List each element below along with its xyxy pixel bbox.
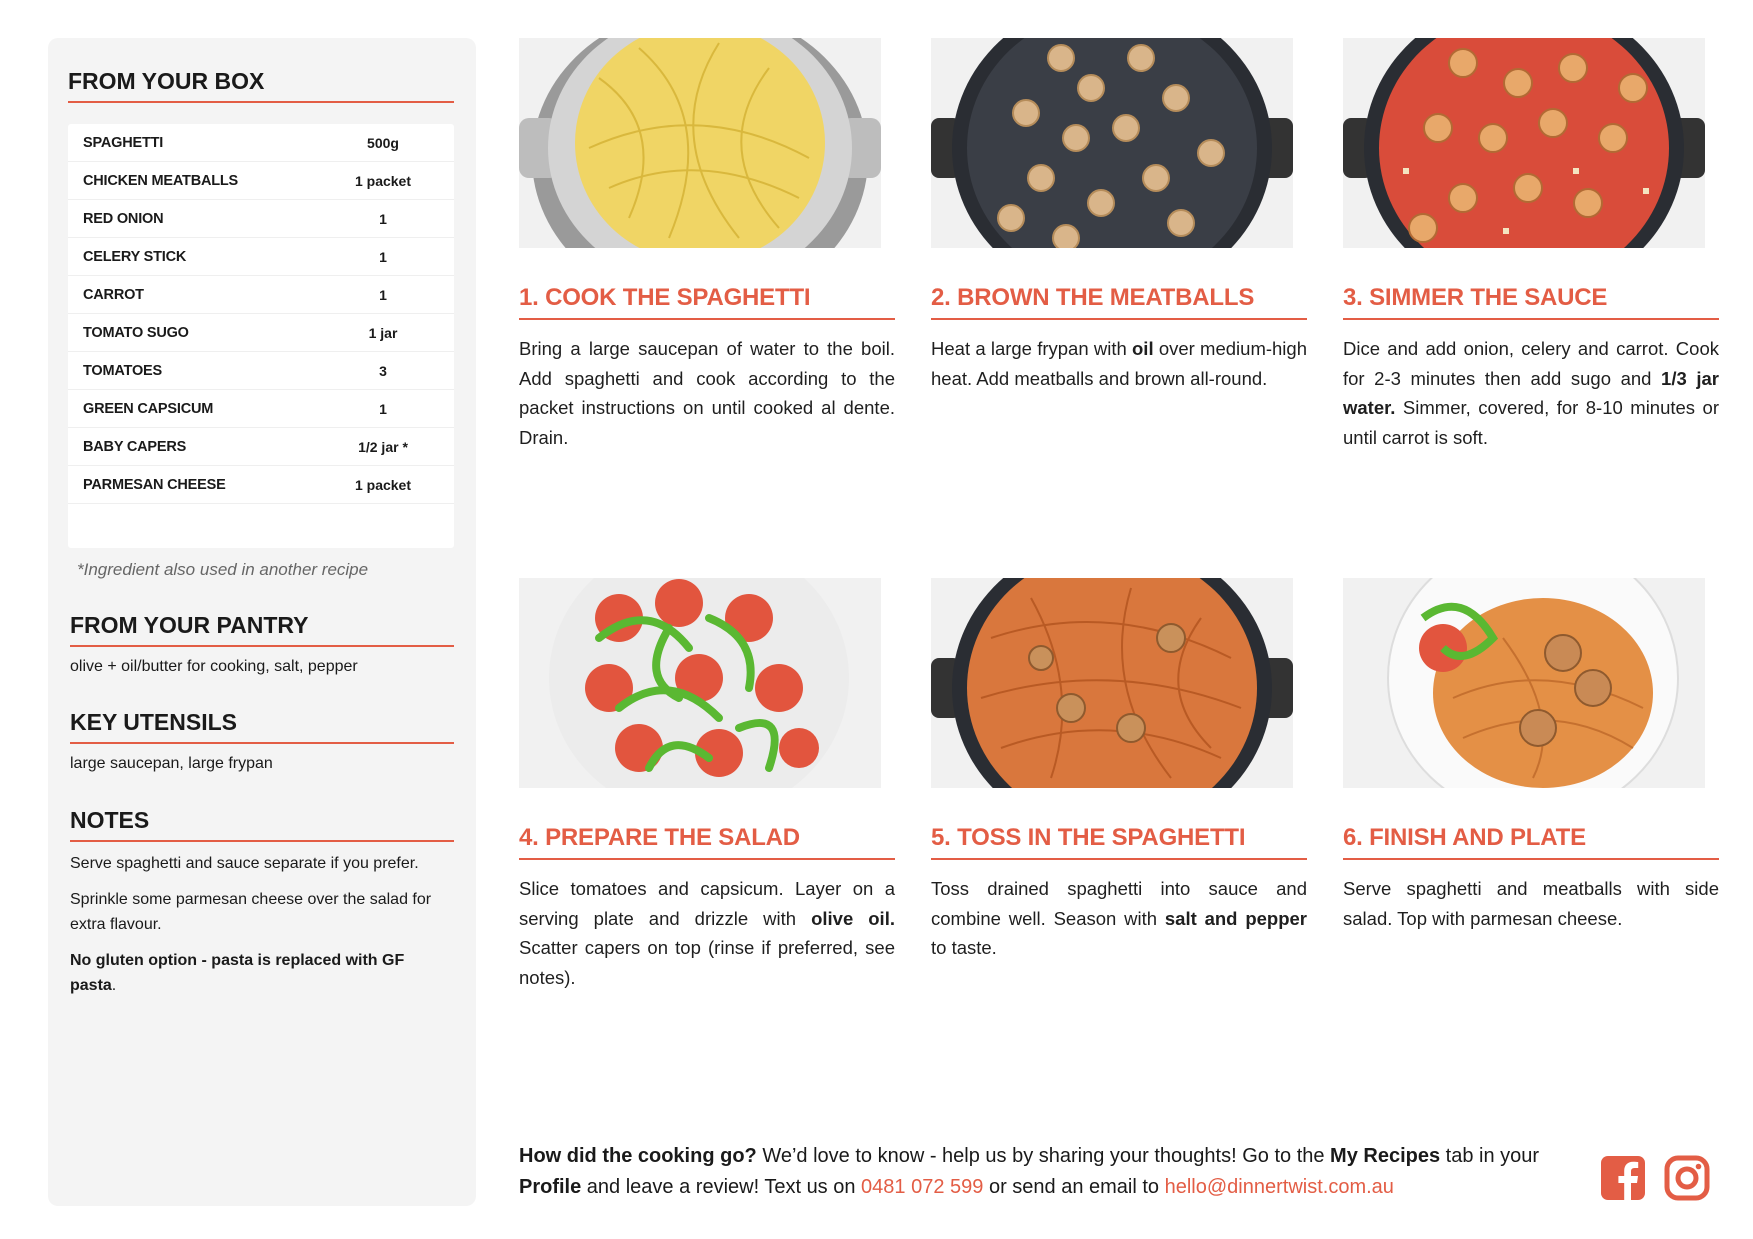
ingredient-name: CELERY STICK [83, 248, 187, 265]
step-2-text-part: over medium-high heat. Add meatballs and brown all-round. [931, 338, 1307, 389]
step-4-title: 4. PREPARE THE SALAD [519, 824, 895, 860]
notes-heading: NOTES [70, 807, 454, 842]
ingredient-qty: 1 [379, 286, 387, 303]
step-2-text [931, 334, 1307, 393]
step-3-text-bold: 1/3 jar water. [1343, 367, 1719, 418]
my-recipes-label: My Recipes [1330, 1145, 1441, 1167]
from-your-pantry-heading: FROM YOUR PANTRY [70, 612, 454, 647]
ingredient-qty: 3 [379, 362, 387, 379]
ingredient-row [68, 352, 454, 390]
step-5 [931, 578, 1307, 963]
ingredient-qty: 1 [379, 248, 387, 265]
note [70, 948, 454, 998]
ingredient-qty: 1/2 jar * [358, 438, 408, 455]
step-4 [519, 578, 895, 992]
step-6-photo [1343, 578, 1705, 788]
step-2 [931, 38, 1307, 393]
note-end: . [111, 977, 117, 994]
step-1 [519, 38, 895, 452]
ingredient-name: PARMESAN CHEESE [83, 476, 226, 493]
step-5-text-part: to taste. [931, 937, 997, 958]
ingredient-row [68, 390, 454, 428]
step-5-text [931, 874, 1307, 963]
ingredient-qty: 500g [367, 134, 399, 151]
pantry-text: olive + oil/butter for cooking, salt, pepper [70, 658, 358, 675]
feedback-footer [519, 1141, 1579, 1203]
note: Sprinkle some parmesan cheese over the salad for extra flavour. [70, 891, 432, 933]
step-4-text [519, 874, 895, 992]
step-6 [1343, 578, 1719, 933]
ingredient-name: BABY CAPERS [83, 438, 187, 455]
step-2-title: 2. BROWN THE MEATBALLS [931, 284, 1307, 320]
footer-text: and leave a review! Text us on [581, 1176, 862, 1198]
step-2-text-part: Heat a large frypan with [931, 338, 1132, 359]
facebook-icon[interactable] [1600, 1155, 1646, 1201]
note: Serve spaghetti and sauce separate if you prefer. [70, 855, 419, 872]
step-4-photo [519, 578, 881, 788]
ingredient-footnote: *Ingredient also used in another recipe [77, 560, 369, 579]
step-5-text-part: Toss drained spaghetti into sauce and combine well. Season with [931, 878, 1307, 929]
key-utensils-heading: KEY UTENSILS [70, 709, 454, 744]
step-3-text [1343, 334, 1719, 452]
step-5-title: 5. TOSS IN THE SPAGHETTI [931, 824, 1307, 860]
ingredient-row [68, 276, 454, 314]
utensils-text: large saucepan, large frypan [70, 755, 273, 772]
ingredient-qty: 1 [379, 400, 387, 417]
step-3-title: 3. SIMMER THE SAUCE [1343, 284, 1719, 320]
step-4-text-bold: olive oil. [811, 907, 895, 929]
step-6-title: 6. FINISH AND PLATE [1343, 824, 1719, 860]
step-1-photo [519, 38, 881, 248]
notes-body [70, 851, 454, 1009]
step-2-photo [931, 38, 1293, 248]
ingredient-qty: 1 jar [368, 324, 398, 341]
step-2-text-bold: oil [1132, 338, 1154, 359]
from-your-box-heading: FROM YOUR BOX [68, 68, 454, 103]
profile-label: Profile [519, 1176, 582, 1198]
step-3-text-part: Dice and add onion, celery and carrot. Cook for 2-3 minutes then add sugo and [1343, 338, 1719, 389]
step-6-text: Serve spaghetti and meatballs with side salad. Top with parmesan cheese. [1343, 878, 1719, 929]
ingredient-qty: 1 packet [354, 476, 412, 493]
ingredient-row [68, 124, 454, 162]
ingredient-row [68, 466, 454, 504]
footer-text: We’d love to know - help us by sharing your thoughts! Go to the [756, 1145, 1331, 1167]
ingredients-sidebar [48, 38, 476, 1206]
step-1-title: 1. COOK THE SPAGHETTI [519, 284, 895, 320]
footer-bold: How did the cooking go? [519, 1145, 757, 1167]
step-4-text-part: Slice tomatoes and capsicum. Layer on a serving plate and drizzle with [519, 878, 895, 929]
step-3-photo [1343, 38, 1705, 248]
ingredient-name: CHICKEN MEATBALLS [83, 172, 239, 189]
step-5-photo [931, 578, 1293, 788]
ingredient-name: CARROT [83, 286, 144, 303]
ingredient-name: RED ONION [83, 210, 164, 227]
footer-text: or send an email to [983, 1176, 1165, 1198]
ingredient-name: SPAGHETTI [83, 134, 164, 151]
ingredient-name: TOMATOES [83, 362, 162, 379]
ingredient-row [68, 428, 454, 466]
step-5-text-bold: salt and pepper [1164, 907, 1307, 929]
ingredient-row [68, 238, 454, 276]
ingredient-row [68, 200, 454, 238]
step-3-text-part: Simmer, covered, for 8-10 minutes or until carrot is soft. [1343, 397, 1719, 448]
instagram-icon[interactable] [1664, 1155, 1710, 1201]
ingredient-row [68, 314, 454, 352]
ingredient-qty: 1 packet [354, 172, 412, 189]
ingredient-qty: 1 [379, 210, 387, 227]
phone-link[interactable]: 0481 072 599 [861, 1176, 984, 1198]
ingredients-table [68, 124, 454, 548]
ingredient-row [68, 162, 454, 200]
note-bold: No gluten option - pasta is replaced with GF pasta [70, 952, 405, 994]
step-4-text-part: Scatter capers on top (rinse if preferred, see notes). [519, 937, 895, 988]
ingredient-name: TOMATO SUGO [83, 324, 189, 341]
step-3 [1343, 38, 1719, 452]
step-1-text: Bring a large saucepan of water to the boil. Add spaghetti and cook according to the packet instructions on until cooked al dente. Drain. [519, 338, 895, 448]
ingredient-name: GREEN CAPSICUM [83, 400, 214, 417]
footer-text: tab in your [1440, 1145, 1540, 1167]
email-link[interactable]: hello@dinnertwist.com.au [1164, 1176, 1394, 1198]
